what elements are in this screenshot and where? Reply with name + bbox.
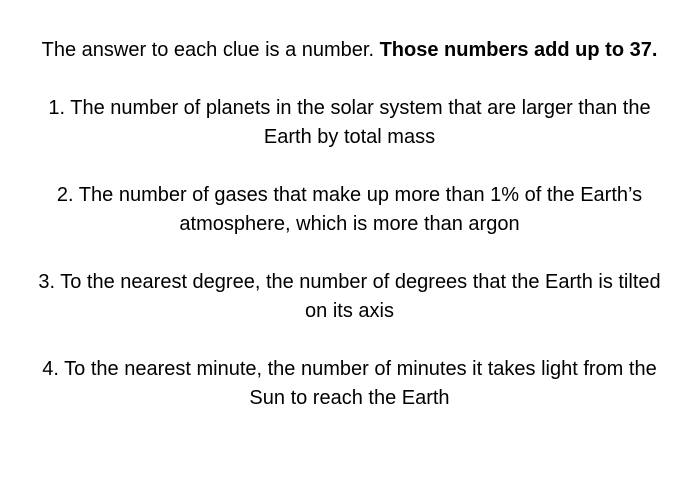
clue-text: The number of planets in the solar system that are larger than the Earth by total mass xyxy=(70,97,651,148)
clue-number: 4. xyxy=(42,358,59,380)
clue-text: The number of gases that make up more than 1% of the Earth’s atmosphere, which is more than argon xyxy=(78,184,643,235)
clue-3 xyxy=(30,268,670,326)
clue-number: 3. xyxy=(38,271,56,293)
clue-4 xyxy=(30,355,670,413)
clue-number: 1. xyxy=(48,97,66,119)
clue-1 xyxy=(30,94,670,152)
intro-paragraph xyxy=(30,36,670,65)
clue-text: To the nearest degree, the number of degrees that the Earth is tilted on its axis xyxy=(60,271,661,322)
intro-bold-text: Those numbers add up to 37. xyxy=(379,39,658,61)
clue-number: 2. xyxy=(56,184,74,206)
clue-text: To the nearest minute, the number of minutes it takes light from the Sun to reach the Earth xyxy=(64,358,657,409)
intro-text: The answer to each clue is a number. xyxy=(41,39,375,61)
clue-2 xyxy=(30,181,670,239)
